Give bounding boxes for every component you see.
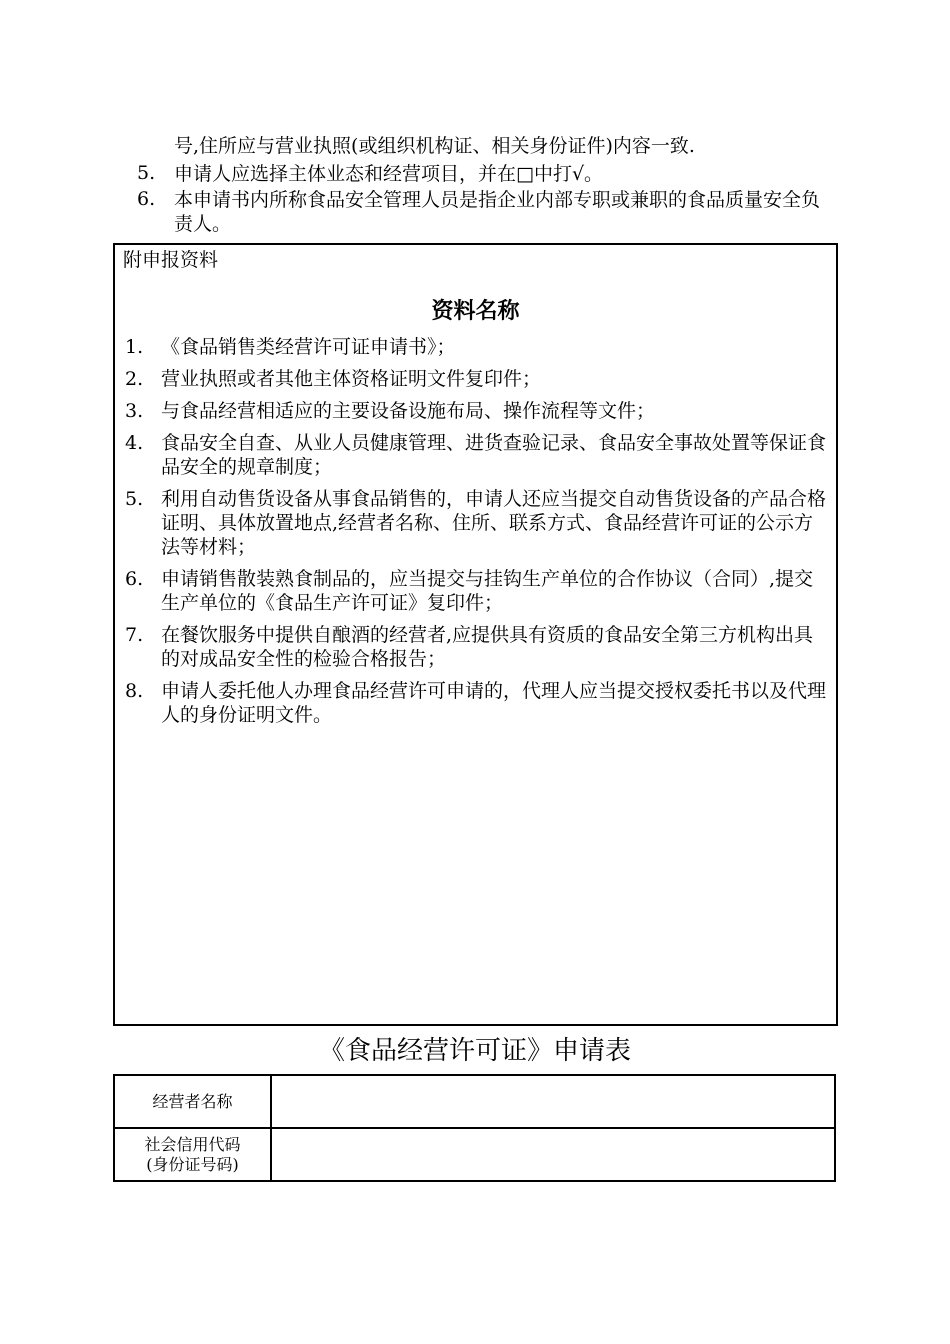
material-item	[115, 431, 836, 479]
form-title: 《食品经营许可证》申请表	[318, 1036, 631, 1066]
note-text: 申请人应选择主体业态和经营项目，并在□中打√。	[174, 163, 604, 185]
credit-code-label-line2: (身份证号码)	[146, 1154, 239, 1174]
material-number: 3.	[125, 400, 144, 422]
materials-box	[113, 243, 838, 1026]
material-text: 申请人委托他人办理食品经营许可申请的，代理人应当提交授权委托书以及代理人的身份证明文件。	[161, 680, 827, 726]
form-row-operator-name	[114, 1075, 835, 1128]
note-item	[130, 188, 830, 236]
note-continuation: 号,住所应与营业执照(或组织机构证、相关身份证件)内容一致.	[174, 135, 695, 157]
note-number: 5.	[137, 162, 156, 184]
material-item	[115, 487, 836, 559]
operator-name-field[interactable]	[271, 1075, 835, 1128]
material-text: 营业执照或者其他主体资格证明文件复印件；	[161, 368, 542, 390]
application-form-table	[113, 1074, 836, 1182]
material-text: 食品安全自查、从业人员健康管理、进货查验记录、食品安全事故处置等保证食品安全的规章制度；	[161, 432, 827, 478]
material-number: 8.	[125, 680, 144, 702]
credit-code-field[interactable]	[271, 1128, 835, 1181]
material-text: 在餐饮服务中提供自酿酒的经营者,应提供具有资质的食品安全第三方机构出具的对成品安全性的检验合格报告；	[161, 624, 814, 670]
material-item	[115, 399, 836, 423]
material-item	[115, 623, 836, 671]
credit-code-label	[114, 1128, 271, 1181]
form-row-credit-code	[114, 1128, 835, 1181]
note-item	[130, 162, 830, 186]
material-number: 1.	[125, 336, 144, 358]
material-text: 《食品销售类经营许可证申请书》；	[161, 336, 456, 358]
operator-name-label: 经营者名称	[114, 1075, 271, 1128]
material-number: 6.	[125, 568, 144, 590]
materials-header: 附申报资料	[123, 249, 219, 271]
material-text: 利用自动售货设备从事食品销售的，申请人还应当提交自动售货设备的产品合格证明、具体放置地点,经营者名称、住所、联系方式、食品经营许可证的公示方法等材料；	[161, 488, 827, 558]
material-number: 5.	[125, 488, 144, 510]
material-item	[115, 679, 836, 727]
material-number: 2.	[125, 368, 144, 390]
material-item	[115, 335, 836, 359]
material-text: 与食品经营相适应的主要设备设施布局、操作流程等文件；	[161, 400, 656, 422]
material-item	[115, 567, 836, 615]
note-number: 6.	[137, 188, 156, 210]
instructions-notes	[130, 132, 830, 236]
materials-title: 资料名称	[431, 299, 520, 324]
material-number: 4.	[125, 432, 144, 454]
material-number: 7.	[125, 624, 144, 646]
material-item	[115, 367, 836, 391]
material-text: 申请销售散装熟食制品的，应当提交与挂钩生产单位的合作协议（合同）,提交生产单位的《食品生产许可证》复印件；	[161, 568, 814, 614]
credit-code-label-line1: 社会信用代码	[144, 1134, 241, 1154]
note-text: 本申请书内所称食品安全管理人员是指企业内部专职或兼职的食品质量安全负责人。	[174, 189, 821, 235]
